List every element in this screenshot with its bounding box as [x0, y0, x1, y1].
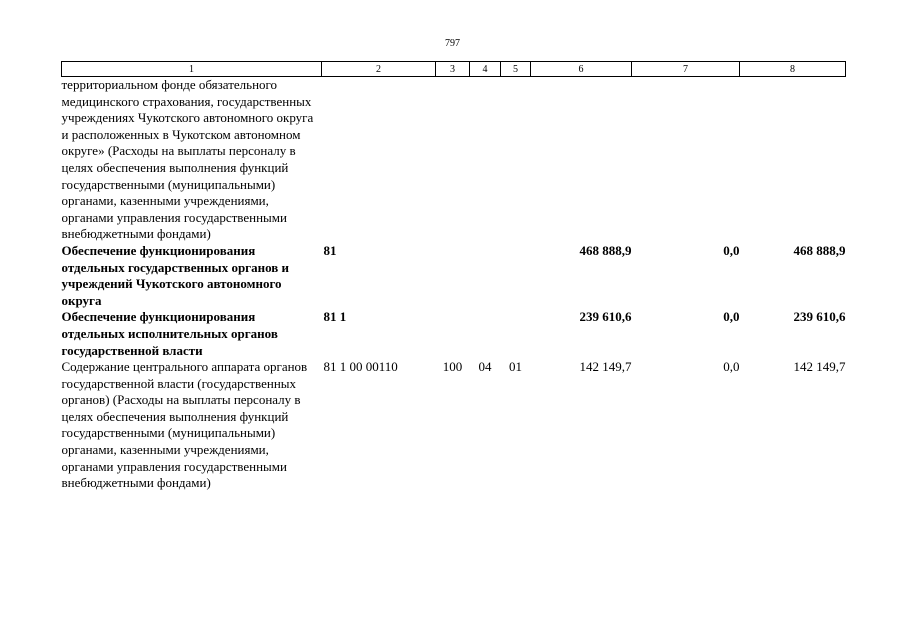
row-rz [470, 309, 501, 359]
row-value-8: 142 149,7 [793, 359, 846, 375]
row-pr: 01 [509, 359, 522, 375]
header-col-2: 2 [322, 62, 436, 77]
row-value-6: 239 610,6 [579, 309, 632, 325]
row-vr: 100 [442, 359, 463, 375]
row-name: Обеспечение функционирования отдельных исполнительных органов государственной власти [61, 309, 278, 358]
row-vr [436, 243, 470, 309]
header-col-8: 8 [740, 62, 846, 77]
row-name: Содержание центрального аппарата органов государственной власти (государственных органов) (Расходы на выплаты персоналу в целях обеспечения выполнения функций государственными (муниципальными) органами, казенными учреждениями, органами управления государственными внебюджетными фондами) [61, 359, 308, 491]
row-code [322, 77, 436, 243]
row-value-8: 239 610,6 [793, 309, 846, 325]
row-rz [470, 77, 501, 243]
header-col-5: 5 [501, 62, 531, 77]
header-col-6: 6 [531, 62, 632, 77]
row-name: Обеспечение функционирования отдельных государственных органов и учреждений Чукотского автономного округа [61, 242, 289, 308]
row-pr [501, 309, 531, 359]
row-value-6: 142 149,7 [579, 359, 632, 375]
row-vr [436, 309, 470, 359]
table-body [62, 77, 846, 492]
row-vr [436, 77, 470, 243]
row-pr [501, 77, 531, 243]
row-value-6 [531, 77, 632, 243]
row-value-8 [740, 77, 846, 243]
row-name: территориальном фонде обязательного медицинского страхования, государственных учреждениях Чукотского автономного округа и расположенных в Чукотском автономном округе» (Расходы на выплаты персоналу в целях обеспечения выполнения функций государственными (муниципальными) органами, казенными учреждениями, органами управления государственными внебюджетными фондами) [61, 77, 314, 242]
row-code: 81 [323, 242, 337, 258]
row-value-7: 0,0 [723, 242, 740, 258]
header-col-1: 1 [62, 62, 322, 77]
budget-table [61, 61, 846, 492]
table-row [62, 243, 846, 309]
row-rz [470, 243, 501, 309]
page-number: 797 [445, 38, 460, 49]
row-value-6: 468 888,9 [579, 242, 632, 258]
header-col-3: 3 [436, 62, 470, 77]
row-rz: 04 [478, 359, 492, 375]
table-header [62, 62, 846, 77]
table-row [62, 359, 846, 492]
header-row [62, 62, 846, 77]
row-value-8: 468 888,9 [793, 242, 846, 258]
header-col-4: 4 [470, 62, 501, 77]
row-pr [501, 243, 531, 309]
row-value-7: 0,0 [723, 359, 740, 375]
row-value-7 [632, 77, 740, 243]
table-row [62, 309, 846, 359]
row-value-7: 0,0 [723, 309, 740, 325]
row-code: 81 1 00 00110 [323, 359, 398, 375]
header-col-7: 7 [632, 62, 740, 77]
row-code: 81 1 [323, 309, 347, 325]
table-row [62, 77, 846, 243]
